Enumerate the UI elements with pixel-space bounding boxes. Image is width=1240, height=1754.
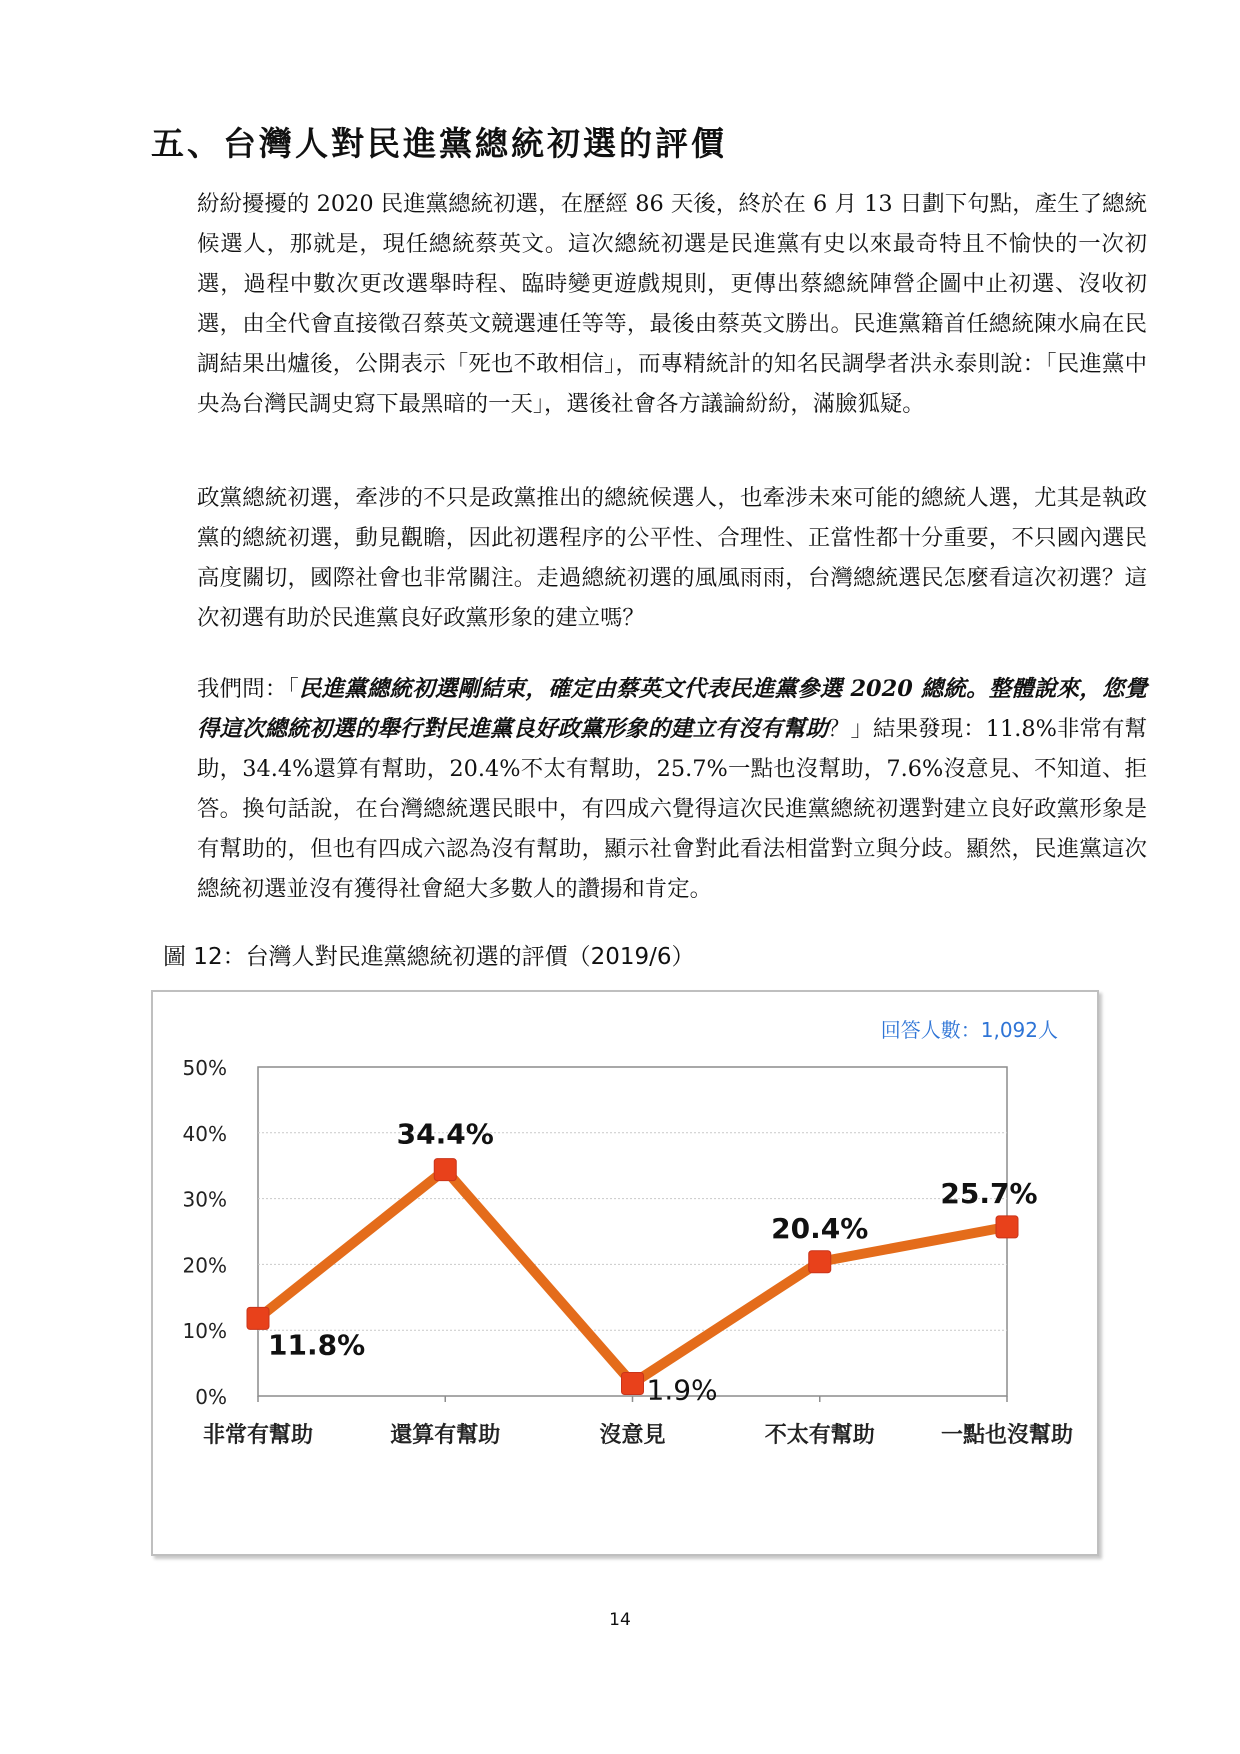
figure-caption: 圖 12：台灣人對民進黨總統初選的評價（2019/6） (163, 944, 695, 970)
findings-text: ？」結果發現：11.8%非常有幫助，34.4%還算有幫助，20.4%不太有幫助，25.7%一點也沒幫助，7.6%沒意見、不知道、拒答。換句話說，在台灣總統選民眼中，有四成六覺得這次民進黨總統初選對建立良好政黨形象是有幫助的，但也有四成六認為沒有幫助，顯示社會對此看法相當對立與分歧。顯然，民進黨這次總統初選並沒有獲得社會絕大多數人的讚揚和肯定。 (197, 716, 1147, 902)
paragraph-findings (151, 669, 1147, 909)
data-point-marker (996, 1216, 1018, 1238)
y-tick-label: 50% (182, 1056, 227, 1080)
x-category-label: 不太有幫助 (764, 1423, 875, 1448)
paragraph-context: 政黨總統初選，牽涉的不只是政黨推出的總統候選人，也牽涉未來可能的總統人選，尤其是執政黨的總統初選，動見觀瞻，因此初選程序的公平性、合理性、正當性都十分重要，不只國內選民高度關切，國際社會也非常關注。走過總統初選的風風雨雨，台灣總統選民怎麼看這次初選？這次初選有助於民進黨良好政黨形象的建立嗎？ (197, 485, 1147, 631)
survey-question: 民進黨總統初選剛結束，確定由蔡英文代表民進黨參選 2020 總統。整體說來，您覺得這次總統初選的舉行對民進黨良好政黨形象的建立有沒有幫助 (197, 676, 1147, 742)
data-label: 1.9% (646, 1373, 718, 1407)
respondent-count-note: 回答人數：1,092人 (880, 1018, 1058, 1042)
page-number: 14 (609, 1610, 631, 1630)
data-label: 25.7% (940, 1176, 1038, 1210)
data-label: 34.4% (396, 1117, 494, 1151)
line-chart (151, 990, 1099, 1556)
x-category-label: 非常有幫助 (202, 1423, 314, 1448)
question-lead: 我們問：「 (197, 676, 300, 702)
y-tick-label: 30% (182, 1187, 227, 1212)
x-category-label: 還算有幫助 (390, 1423, 501, 1448)
x-category-label: 沒意見 (599, 1423, 666, 1448)
series-line (258, 1170, 1007, 1384)
y-tick-label: 20% (182, 1253, 227, 1278)
data-label: 11.8% (268, 1328, 366, 1362)
data-point-marker (809, 1251, 831, 1273)
x-category-label: 一點也沒幫助 (940, 1423, 1074, 1448)
data-point-marker (622, 1372, 644, 1394)
data-label: 20.4% (771, 1211, 869, 1245)
paragraph-intro: 紛紛擾擾的 2020 民進黨總統初選，在歷經 86 天後，終於在 6 月 13 日劃下句點，產生了總統候選人，那就是，現任總統蔡英文。這次總統初選是民進黨有史以來最奇特且不愉快的一次初選，過程中數次更改選舉時程、臨時變更遊戲規則，更傳出蔡總統陣營企圖中止初選、沒收初選，由全代會直接徵召蔡英文競選連任等等，最後由蔡英文勝出。民進黨籍首任總統陳水扁在民調結果出爐後，公開表示「死也不敢相信」，而專精統計的知名民調學者洪永泰則說：「民進黨中央為台灣民調史寫下最黑暗的一天」，選後社會各方議論紛紛，滿臉狐疑。 (197, 191, 1147, 417)
y-tick-label: 0% (195, 1385, 227, 1409)
section-title: 五、台灣人對民進黨總統初選的評價 (151, 124, 727, 163)
y-tick-label: 10% (182, 1319, 227, 1344)
y-tick-label: 40% (182, 1121, 227, 1146)
data-point-marker (247, 1307, 269, 1329)
chart-svg (153, 992, 1097, 1554)
data-point-marker (434, 1159, 456, 1181)
